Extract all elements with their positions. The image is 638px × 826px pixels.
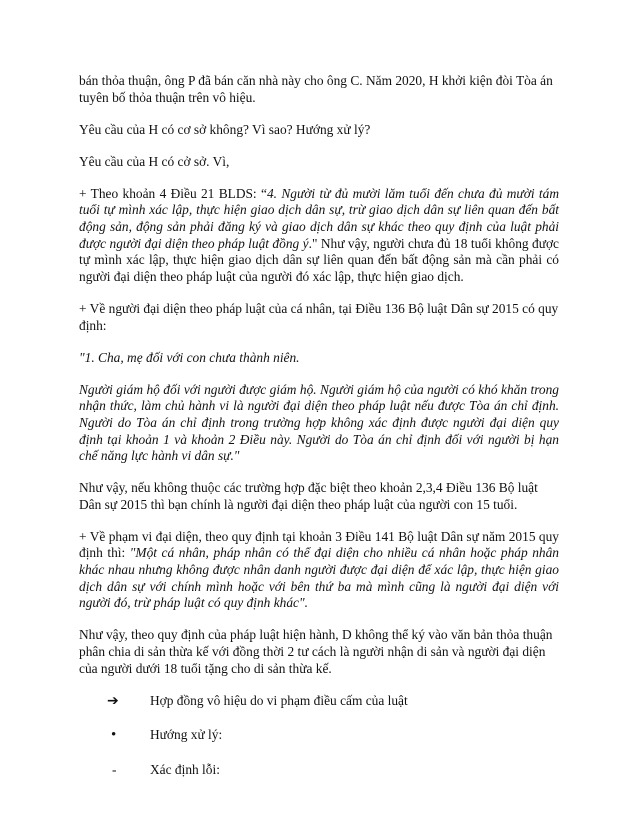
list-item-text: Hướng xử lý: — [150, 727, 223, 743]
paragraph-final-conclusion: Như vậy, theo quy định của pháp luật hiện hành, D không thể ký vào văn bản thỏa thuận phân chia di sản thừa kế với đồng thời 2 tư cách là người nhận di sản và người đại diện của người dưới 18 tuổi tặng cho di sản thừa kế. — [79, 627, 553, 676]
dash-icon: - — [112, 761, 117, 777]
paragraph-article-21 — [79, 186, 559, 286]
list-item-text: Xác định lỗi: — [150, 761, 220, 777]
paragraph-article-136-clause-1: "1. Cha, mẹ đối với con chưa thành niên. — [79, 349, 300, 365]
arrow-right-icon: ➔ — [107, 692, 119, 709]
paragraph-article-136-intro: + Về người đại diện theo pháp luật của cá nhân, tại Điều 136 Bộ luật Dân sự 2015 có quy định: — [79, 300, 559, 333]
article-21-quote: 4. Người từ đủ mười lăm tuổi đến chưa đủ mười tám tuổi tự mình xác lập, thực hiện giao dịch dân sự, trừ giao dịch dân sự liên quan đến bất động sản, động sản phải đăng ký và giao dịch dân sự khác theo quy định của luật phải được người đại diện theo pháp luật đồng ý — [79, 185, 560, 251]
bullet-icon: • — [111, 727, 117, 744]
list-item-handling — [79, 727, 559, 744]
paragraph-question: Yêu cầu của H có cơ sở không? Vì sao? Hướng xử lý? — [79, 121, 371, 137]
paragraph-article-136-conclusion: Như vậy, nếu không thuộc các trường hợp đặc biệt theo khoản 2,3,4 Điều 136 Bộ luật Dân sự 2015 thì bạn chính là người đại diện theo pháp luật của người con 15 tuổi. — [79, 480, 538, 512]
article-141-prefix: + Về phạm vi đại diện, theo quy định tại khoản 3 Điều 141 Bộ luật Dân sự năm 2015 quy định thì: — [79, 528, 559, 561]
article-21-conclusion: ." Như vậy, người chưa đủ 18 tuổi không được tự mình xác lập, thực hiện giao dịch dân sự liên quan đến bất động sản mà cần phải có người đại diện theo pháp luật của người đó xác lập, thực hiện giao dịch. — [79, 235, 559, 284]
article-21-prefix: + Theo khoản 4 Điều 21 BLDS: “ — [79, 185, 267, 201]
list-item-invalid-contract — [79, 693, 559, 710]
article-141-quote: "Một cá nhân, pháp nhân có thể đại diện cho nhiều cá nhân hoặc pháp nhân khác nhau nhưng không được nhân danh người được đại diện để xác lập, thực hiện giao dịch dân sự với chính mình hoặc với bên thứ ba mà mình cũng là người đại diện với người đó, trừ pháp luật có quy định khác". — [79, 545, 560, 611]
paragraph-article-136-guardian: Người giám hộ đối với người được giám hộ. Người giám hộ của người có khó khăn trong nhận thức, làm chủ hành vi là người đại diện theo pháp luật nếu được Tòa án chỉ định. Người do Tòa án chỉ định trong trường hợp không xác định được người đại diện quy định tại khoản 1 và khoản 2 Điều này. Người do Tòa án chỉ định đối với người bị hạn chế năng lực hành vi dân sự." — [79, 381, 559, 464]
document-page — [79, 73, 559, 796]
list-item-text: Hợp đồng vô hiệu do vi phạm điều cấm của luật — [150, 692, 408, 708]
paragraph-article-141 — [79, 529, 559, 612]
paragraph-answer-intro: Yêu cầu của H có cở sở. Vì, — [79, 153, 230, 169]
paragraph-case-facts: bán thỏa thuận, ông P đã bán căn nhà này cho ông C. Năm 2020, H khởi kiện đòi Tòa án tuyên bố thỏa thuận trên vô hiệu. — [79, 73, 553, 105]
list-item-determine-fault — [79, 762, 559, 779]
